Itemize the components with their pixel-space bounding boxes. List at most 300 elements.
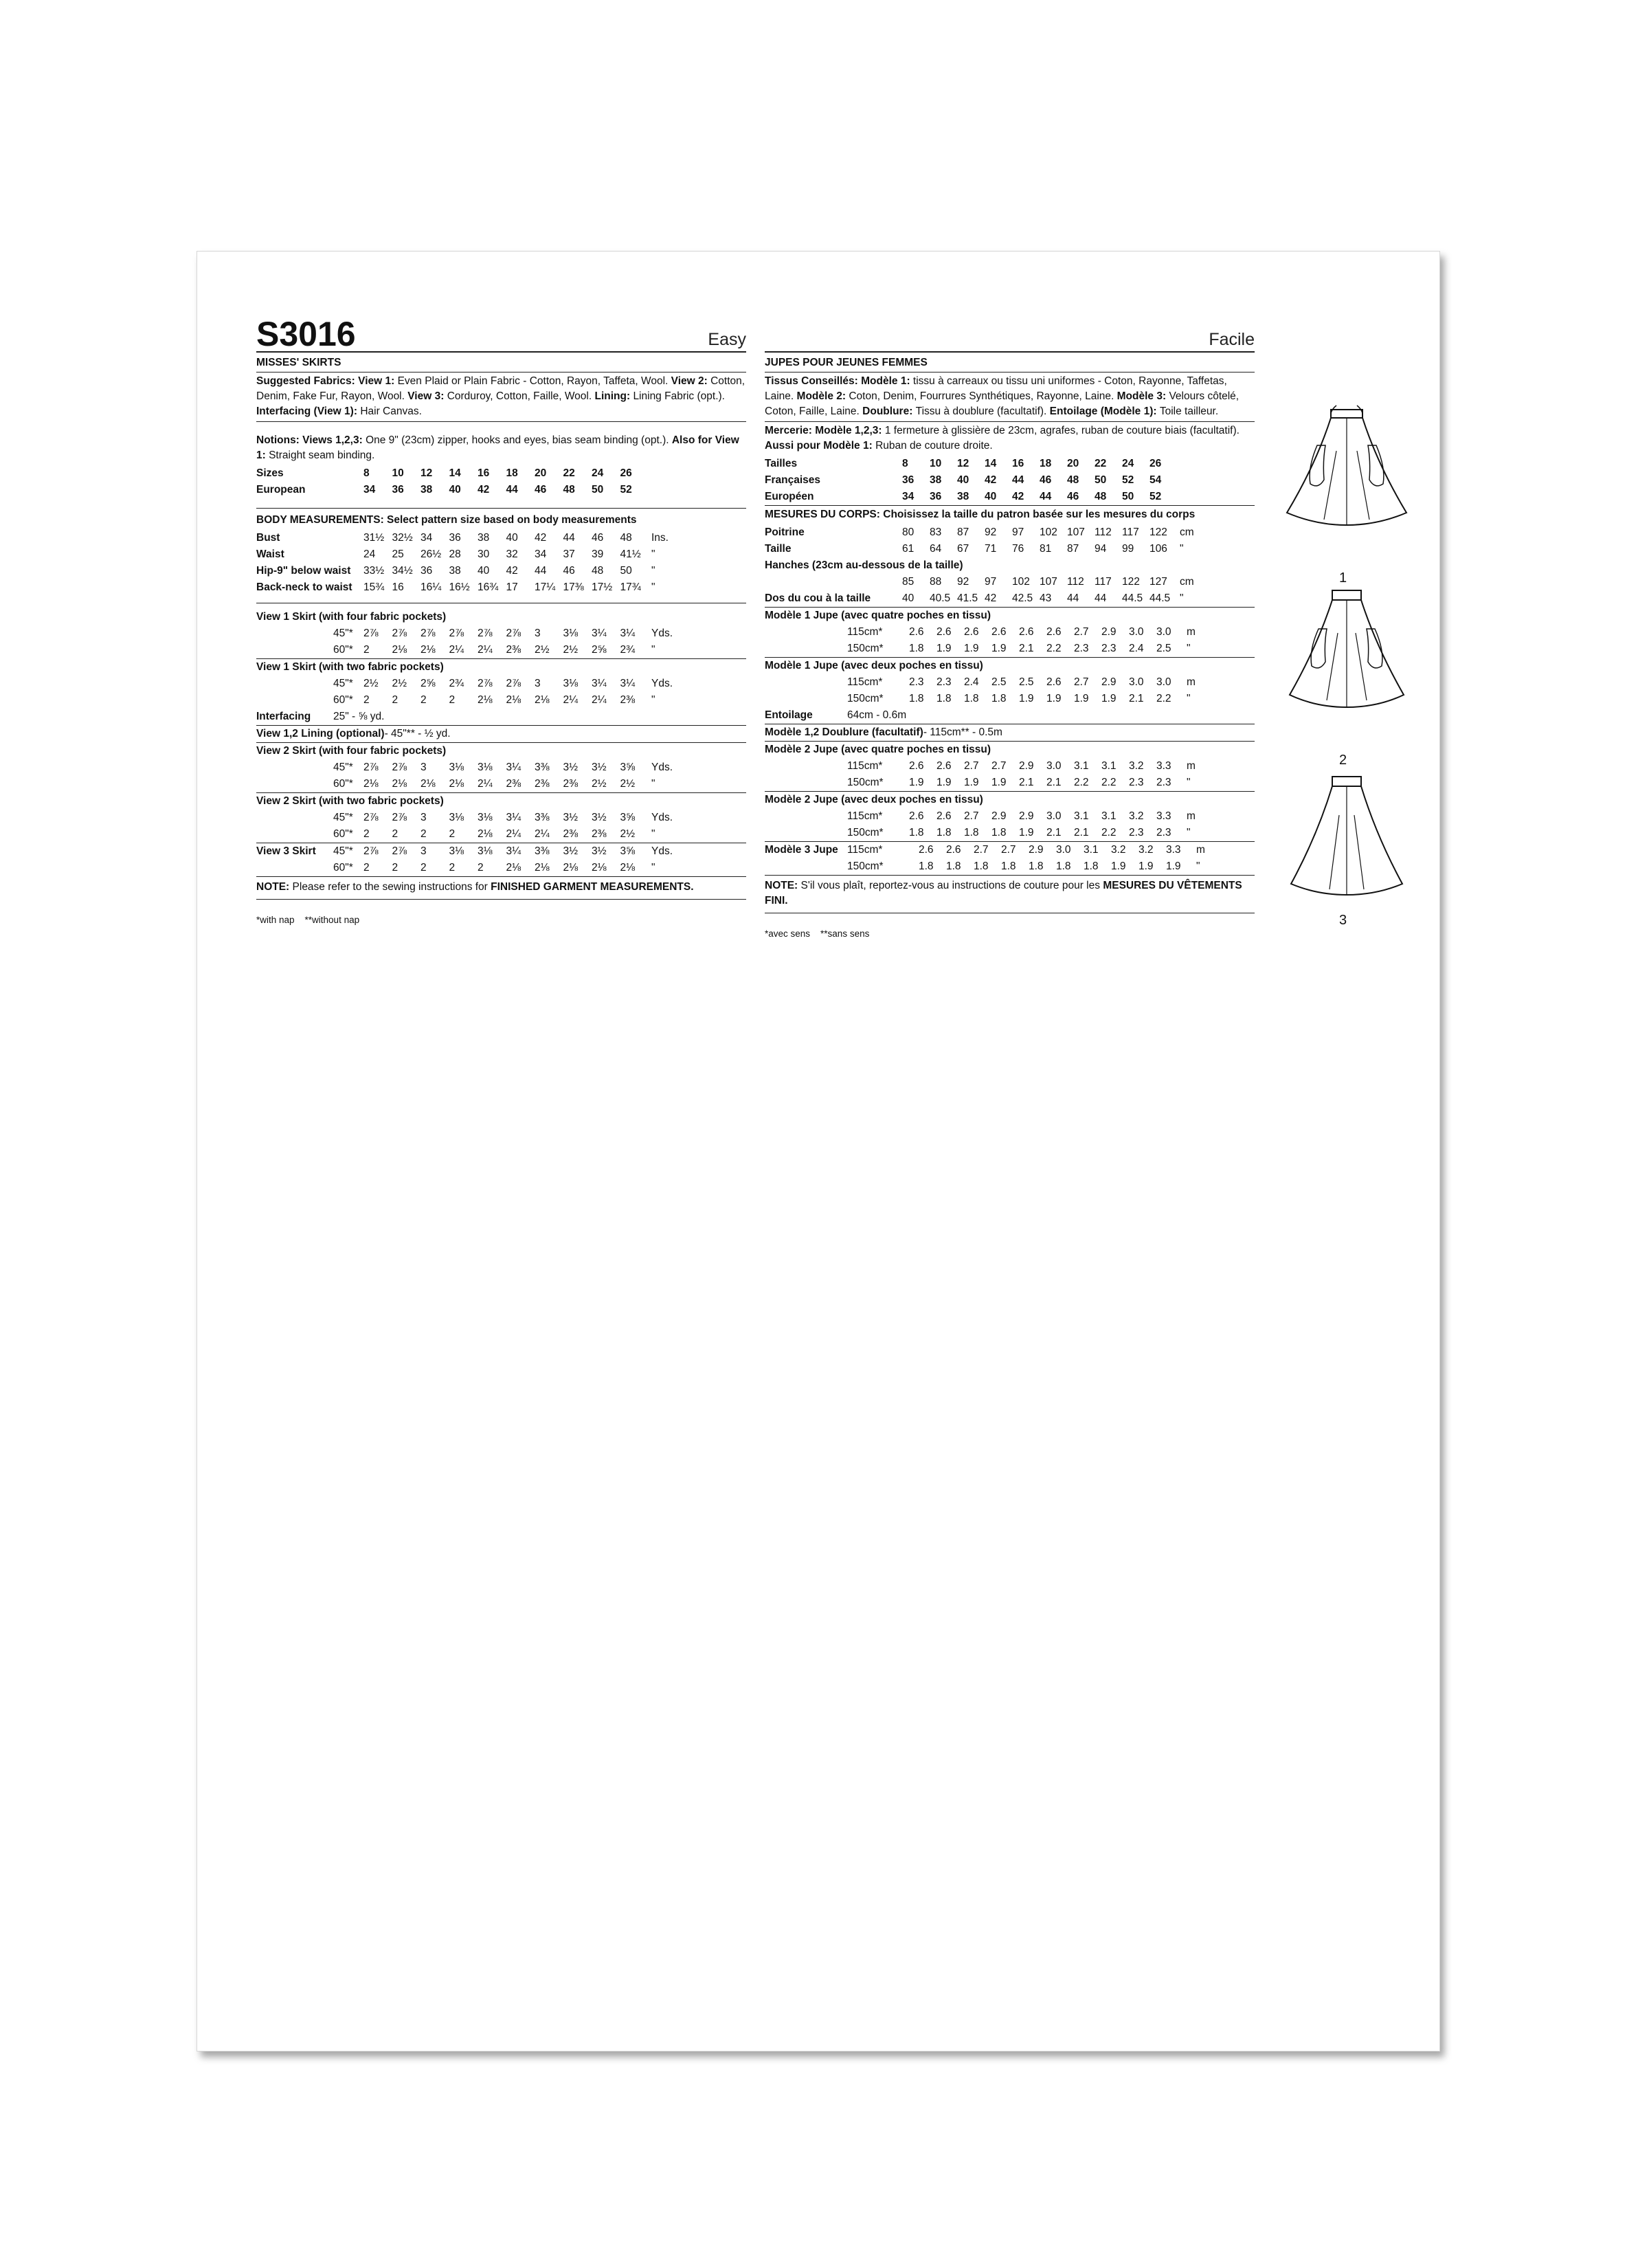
cell-value: 2.2 [1156,693,1171,704]
cell-value: 3¼ [620,627,636,639]
text-run: S'il vous plaît, reportez-vous au instructions de couture pour les [800,880,1103,891]
row-label: 60"* [333,694,353,706]
cell-value: 20 [1067,458,1079,469]
cell-value: 1.9 [909,777,924,788]
cell-value: 17⅜ [563,581,584,593]
unit-label: " [651,548,655,560]
cell-value: 2.5 [1019,676,1034,688]
unit-label: " [1187,643,1191,654]
cell-value: 1.8 [991,827,1007,838]
cell-value: 41½ [620,548,641,560]
cell-value: 3⅛ [449,845,464,857]
table-row [256,776,746,792]
cell-value: 1.8 [964,693,979,704]
cell-value: 2.2 [1074,777,1089,788]
cell-value: 38 [420,484,433,496]
cell-value: 40 [449,484,461,496]
interfacing-row [256,709,746,725]
cell-value: 2.7 [1001,844,1016,856]
text-run: View 2: [671,375,711,387]
cell-value: 3⅝ [620,845,636,857]
cell-value: 28 [449,548,461,560]
cell-value: 18 [506,467,518,479]
cell-value: 2⅞ [392,627,407,639]
text-run: Cotton, Denim, Fake Fur, Rayon, Wool. [256,375,745,402]
cell-value: 2½ [592,778,607,790]
cell-value: 2¼ [478,778,493,790]
cell-value: 87 [1067,543,1079,555]
footnote-fr: *avec sens **sans sens [765,929,870,939]
skirt-view-3-drawing [1275,767,1419,932]
text-run: Please refer to the sewing instructions for [292,881,491,893]
cell-value: 80 [902,526,915,538]
cell-value: 18 [1040,458,1052,469]
view-sketches [1275,403,1419,949]
cell-value: 34 [420,532,433,544]
cell-value: 64cm - 0.6m [847,709,907,721]
cell-value: 3.0 [1046,810,1062,822]
cell-value: 83 [930,526,942,538]
cell-value: 2⅞ [392,812,407,823]
view-3-sketch [1275,767,1419,949]
table-row [765,842,1255,858]
suggested-fabrics [256,373,746,422]
cell-value: 1.9 [1074,693,1089,704]
cell-value: 34 [363,484,376,496]
cell-value: 40.5 [930,592,951,604]
cell-value: 2.7 [974,844,989,856]
fabric-width: 45"* [333,845,353,857]
text-run: Ruban de couture droite. [875,440,993,452]
cell-value: 2.4 [1129,643,1144,654]
cell-value: 2 [363,862,370,874]
row-label: 150cm* [847,827,884,838]
cell-value: 16 [1012,458,1024,469]
cell-value: 46 [563,565,575,577]
cell-value: 2⅞ [506,678,521,689]
cell-value: 3⅜ [535,845,550,857]
unit-label: Yds. [651,812,673,823]
unit-label: " [1180,543,1184,555]
cell-value: 44 [1040,491,1052,502]
cell-value: 2.6 [1046,626,1062,638]
cell-value: 12 [957,458,969,469]
cell-value: 42 [985,474,997,486]
cell-value: 94 [1095,543,1107,555]
text-run: 1 fermeture à glissière de 23cm, agrafes, ruban de couture biais (facultatif). [884,425,1239,436]
cell-value: 2.6 [936,810,952,822]
cell-value: 61 [902,543,915,555]
cell-value: 2⅜ [535,778,550,790]
cell-value: 2½ [392,678,407,689]
cell-value: 2 [449,828,456,840]
cell-value: 46 [1040,474,1052,486]
cell-value: 2⅞ [392,845,407,857]
european-row [256,482,746,498]
cell-value: 2.6 [909,810,924,822]
cell-value: 38 [478,532,490,544]
unit-label: m [1196,844,1205,856]
cell-value: 25 [392,548,404,560]
cell-value: 2.1 [1046,777,1062,788]
size-chart-fr [765,456,1255,506]
unit-label: Yds. [651,845,673,857]
cell-value: 1.8 [974,860,989,872]
yardage-heading: View 1 Skirt (with two fabric pockets) [256,661,444,673]
sizes-row-fr [765,456,1255,472]
cell-value: 41.5 [957,592,978,604]
text-run: Even Plaid or Plain Fabric - Cotton, Rayon, Taffeta, Wool. [397,375,671,387]
cell-value: 64 [930,543,942,555]
row-label: 60"* [333,644,353,656]
cell-value: 2¼ [592,694,607,706]
cell-value: 2.7 [1074,626,1089,638]
cell-value: 2 [420,828,427,840]
unit-label: " [651,778,655,790]
cell-value: 2.3 [1129,827,1144,838]
cell-value: 3¼ [506,812,521,823]
cell-value: 3.2 [1129,810,1144,822]
cell-value: 39 [592,548,604,560]
row-label: 45"* [333,761,353,773]
body-measurements-title [256,509,746,530]
cell-value: 1.8 [909,693,924,704]
yardage-group-fr [765,608,1255,658]
cell-value: 44.5 [1122,592,1143,604]
unit-label: " [651,694,655,706]
cell-value: 42 [506,565,518,577]
cell-value: 3¼ [506,845,521,857]
cell-value: 34 [902,491,915,502]
cell-value: 36 [930,491,942,502]
cell-value: 2.6 [919,844,934,856]
cell-value: 3½ [563,812,579,823]
text-run: View 1,2 Lining (optional) [256,728,385,740]
body-measurements-title-fr [765,506,1255,524]
cell-value: 2⅞ [420,627,436,639]
cell-value: 26 [1149,458,1162,469]
cell-value: 76 [1012,543,1024,555]
yardage-chart [256,609,746,877]
text-run: Also for View 1: [256,434,739,461]
cell-value: 42.5 [1012,592,1033,604]
yardage-group [256,609,746,659]
text-run: Straight seam binding. [269,449,375,461]
header-en [256,317,746,353]
cell-value: 12 [420,467,433,479]
cell-value: 2 [392,694,399,706]
cell-value: 2 [392,828,399,840]
cell-value: 1.8 [936,693,952,704]
cell-value: 2½ [535,644,550,656]
unit-label: Yds. [651,627,673,639]
cell-value: 2⅞ [363,845,379,857]
yardage-group [256,659,746,726]
cell-value: 1.9 [1019,693,1034,704]
unit-label: " [651,862,655,874]
cell-value: 3.0 [1129,676,1144,688]
row-label: European [256,484,306,496]
cell-value: 3.3 [1156,810,1171,822]
text-run: View 3: [407,390,447,402]
cell-value: 2⅛ [420,778,436,790]
view-3-label: 3 [1339,913,1347,928]
body-measurements [256,530,746,603]
row-label: 115cm* [847,626,883,638]
cell-value: 2¼ [563,694,579,706]
cell-value: 2⅜ [563,778,579,790]
table-row [765,674,1255,691]
cell-value: 2.7 [964,760,979,772]
cell-value: 44 [1067,592,1079,604]
pattern-code: S3016 [256,315,356,353]
pattern-title-fr: JUPES POUR JEUNES FEMMES [765,353,1255,373]
row-label: 45"* [333,812,353,823]
cell-value: 32 [506,548,518,560]
row-label: Européen [765,491,814,502]
cell-value: 36 [449,532,461,544]
view-2-sketch [1275,585,1419,767]
cell-value: 2¼ [478,644,493,656]
text-run: Tissu à doublure (facultatif). [915,405,1050,417]
cell-value: 3.1 [1101,760,1117,772]
cell-value: 2⅜ [506,778,521,790]
table-row [765,808,1255,825]
cell-value: 34 [535,548,547,560]
cell-value: 50 [1122,491,1134,502]
cell-value: 10 [392,467,404,479]
cell-value: 122 [1149,526,1167,538]
cell-value: 1.9 [964,643,979,654]
text-run: Notions: Views 1,2,3: [256,434,366,446]
row-label: 115cm* [847,810,883,822]
cell-value: 38 [930,474,942,486]
cell-value: 3¼ [620,678,636,689]
text-run: Select pattern size based on body measurements [387,514,637,526]
cell-value: 2 [392,862,399,874]
cell-value: 36 [392,484,404,496]
cell-value: 2.9 [1101,626,1117,638]
cell-value: 16¼ [420,581,442,593]
cell-value: 3.1 [1074,760,1089,772]
cell-value: 17¼ [535,581,556,593]
cell-value: 1.9 [1138,860,1154,872]
unit-label: cm [1180,576,1194,588]
cell-value: 2.3 [1156,827,1171,838]
cell-value: 16 [392,581,404,593]
body-row-fr [765,541,1255,557]
cell-value: 87 [957,526,969,538]
cell-value: 48 [563,484,575,496]
cell-value: 3.0 [1046,760,1062,772]
cell-value: 32½ [392,532,413,544]
row-label: Hip-9" below waist [256,565,351,577]
cell-value: 2.9 [1101,676,1117,688]
cell-value: 3.1 [1101,810,1117,822]
cell-value: 3.2 [1129,760,1144,772]
cell-value: 3⅝ [620,812,636,823]
sizes-row-fr [765,489,1255,505]
table-row [765,758,1255,775]
text-run: Modèle 1,2 Doublure (facultatif) [765,726,923,738]
text-run: - 45"** - ½ yd. [384,728,451,740]
cell-value: 2 [449,694,456,706]
suggested-fabrics-fr [765,373,1255,422]
yardage-group [256,843,746,877]
view-2-label: 2 [1339,753,1347,768]
cell-value: 26 [620,467,632,479]
cell-value: 24 [592,467,604,479]
yardage-heading: View 2 Skirt (with two fabric pockets) [256,795,444,807]
cell-value: 1.8 [1084,860,1099,872]
text-run: Suggested Fabrics: View 1: [256,375,398,387]
cell-value: 1.9 [964,777,979,788]
notions-fr [765,422,1255,456]
notions [256,432,746,465]
body-row-fr [765,590,1255,607]
cell-value: 3.3 [1156,760,1171,772]
cell-value: 2.1 [1129,693,1144,704]
cell-value: 3½ [563,845,579,857]
table-row [256,843,746,860]
cell-value: 2⅛ [535,694,550,706]
cell-value: 2.6 [909,626,924,638]
cell-value: 2⅞ [478,678,493,689]
cell-value: 2.6 [1046,676,1062,688]
cell-value: 85 [902,576,915,588]
cell-value: 16½ [449,581,470,593]
cell-value: 3⅛ [478,761,493,773]
cell-value: 97 [1012,526,1024,538]
unit-label: m [1187,676,1196,688]
row-label: Dos du cou à la taille [765,592,871,604]
cell-value: 3⅛ [563,627,579,639]
cell-value: 2⅞ [449,627,464,639]
cell-value: 50 [1095,474,1107,486]
text-run: Entoilage (Modèle 1): [1049,405,1160,417]
row-label: Tailles [765,458,798,469]
yardage-group [256,743,746,793]
cell-value: 2⅛ [506,694,521,706]
cell-value: 2⅛ [535,862,550,874]
cell-value: 3½ [592,761,607,773]
row-label: 45"* [333,627,353,639]
text-run: - 115cm** - 0.5m [923,726,1002,738]
cell-value: 3.1 [1074,810,1089,822]
cell-value: 3¼ [592,678,607,689]
cell-value: 50 [592,484,604,496]
cell-value: 2⅞ [392,761,407,773]
cell-value: 2¼ [535,828,550,840]
row-label: 115cm* [847,676,883,688]
cell-value: 71 [985,543,997,555]
text-run: Doublure: [862,405,916,417]
cell-value: 3.1 [1084,844,1099,856]
table-row [256,810,746,826]
cell-value: 2⅛ [592,862,607,874]
cell-value: 2.5 [991,676,1007,688]
cell-value: 2⅝ [420,678,436,689]
header-fr [765,317,1255,353]
cell-value: 40 [985,491,997,502]
cell-value: 44 [1095,592,1107,604]
cell-value: 1.8 [919,860,934,872]
cell-value: 40 [957,474,969,486]
pattern-envelope-back [197,251,1440,2052]
cell-value: 44 [535,565,547,577]
text-run: BODY MEASUREMENTS: [256,514,388,526]
cell-value: 1.8 [1001,860,1016,872]
cell-value: 2⅛ [563,862,579,874]
yardage-heading: View 1 Skirt (with four fabric pockets) [256,611,447,623]
cell-value: 2.6 [1019,626,1034,638]
table-row [765,624,1255,641]
table-row [765,825,1255,841]
cell-value: 44 [1012,474,1024,486]
cell-value: 2 [420,694,427,706]
cell-value: 127 [1149,576,1167,588]
text-run: MESURES DU CORPS: [765,509,884,520]
cell-value: 3¼ [506,761,521,773]
cell-value: 25" - ⅝ yd. [333,711,385,722]
cell-value: 2⅛ [363,778,379,790]
row-label [765,858,919,875]
cell-value: 3⅝ [620,761,636,773]
cell-value: 2.6 [936,626,952,638]
yardage-group [256,726,746,743]
cell-value: 3⅛ [449,812,464,823]
text-run: NOTE: [256,881,293,893]
cell-value: 2.7 [1074,676,1089,688]
cell-value: 2.6 [964,626,979,638]
cell-value: 17¾ [620,581,641,593]
text-run: MESURES DU VÊTEMENTS FINI. [765,880,1242,907]
cell-value: 1.8 [991,693,1007,704]
text-run: Mercerie: Modèle 1,2,3: [765,425,885,436]
cell-value: 50 [620,565,632,577]
pattern-title: MISSES' SKIRTS [256,353,746,373]
cell-value: 24 [363,548,376,560]
cell-value: 2.1 [1019,777,1034,788]
row-label: Entoilage [765,709,813,721]
cell-value: 2.9 [1019,760,1034,772]
cell-value: 42 [985,592,997,604]
cell-value: 1.8 [946,860,961,872]
cell-value: 92 [957,576,969,588]
cell-value: 48 [592,565,604,577]
cell-value: 1.9 [1111,860,1126,872]
cell-value: 2 [420,862,427,874]
cell-value: 107 [1040,576,1057,588]
body-row-fr [765,524,1255,541]
cell-value: 107 [1067,526,1085,538]
unit-label: " [1196,860,1200,872]
cell-value: 2⅛ [449,778,464,790]
unit-label: " [651,644,655,656]
cell-value: 17½ [592,581,613,593]
cell-value: 36 [902,474,915,486]
unit-label: Yds. [651,761,673,773]
cell-value: 112 [1067,576,1084,588]
cell-value: 81 [1040,543,1052,555]
cell-value: 2½ [563,644,579,656]
text-run: One 9" (23cm) zipper, hooks and eyes, bias seam binding (opt.). [366,434,672,446]
table-row [256,625,746,642]
cell-value: 48 [1067,474,1079,486]
cell-value: 88 [930,576,942,588]
cell-value: 2.2 [1046,643,1062,654]
difficulty-level: Easy [708,330,746,349]
